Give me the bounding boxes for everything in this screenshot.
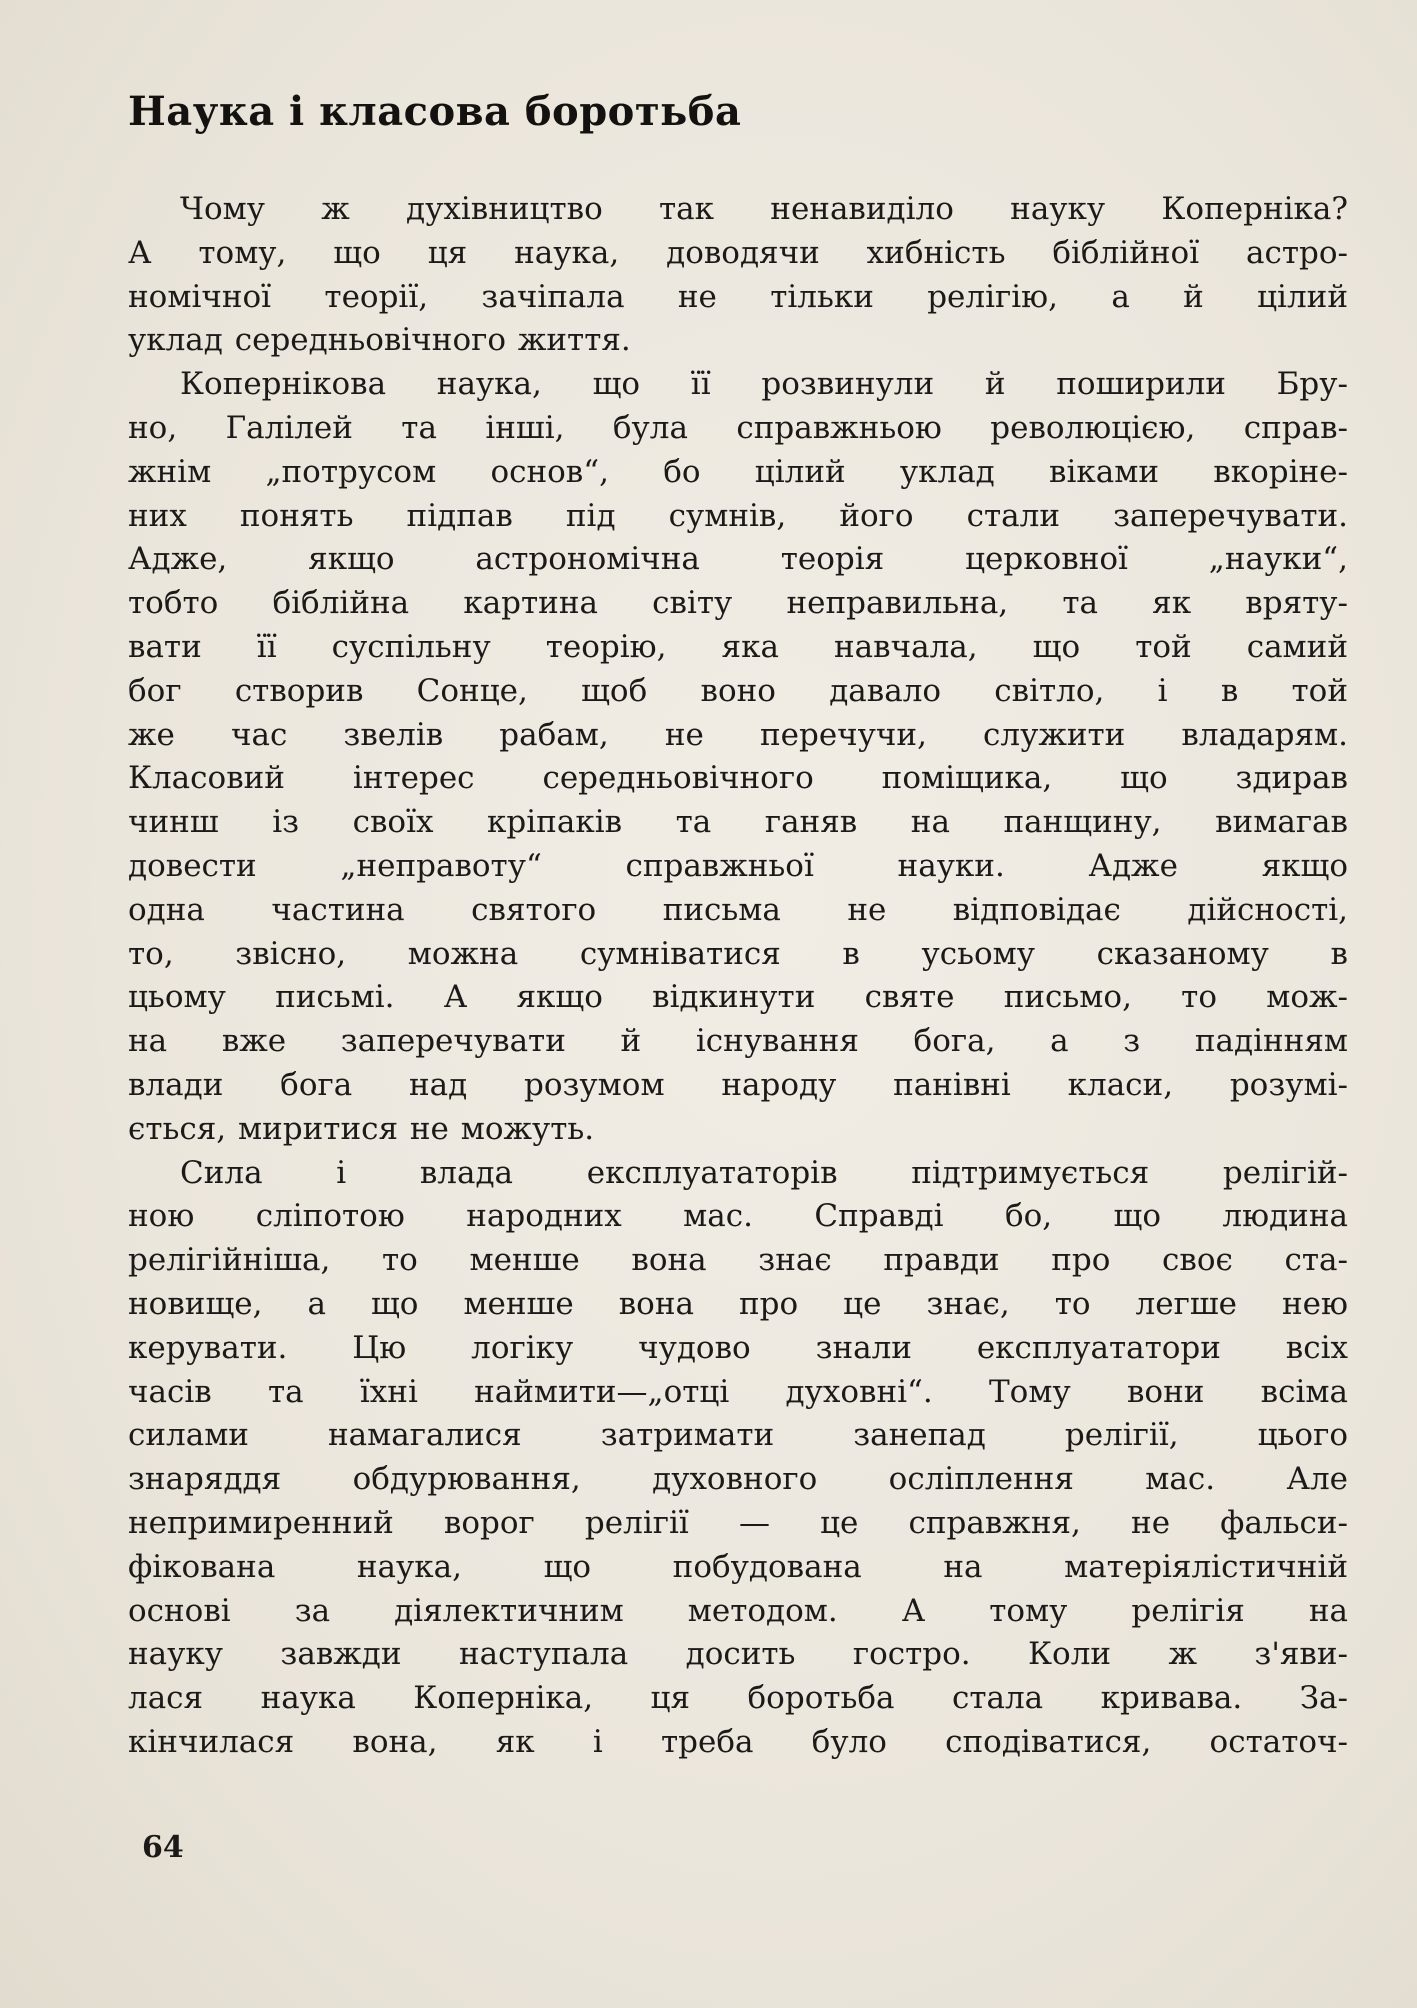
text-line-28: часів та їхні наймити—„отці духовні“. Тому вони всіма (128, 1373, 1348, 1410)
text-line-4: уклад середньовічного життя. (128, 322, 631, 359)
text-line-31: непримиренний ворог релігії — це справжня, не фальси- (128, 1504, 1348, 1541)
text-line-10: тобто біблійна картина світу неправильна, та як вряту- (128, 585, 1348, 622)
text-line-23: Сила і влада експлуататорів підтримується релігій- (180, 1154, 1348, 1191)
text-line-5: Копернікова наука, що її розвинули й поширили Бру- (180, 366, 1348, 403)
text-line-9: Адже, якщо астрономічна теорія церковної „науки“, (128, 541, 1348, 578)
page-number: 64 (142, 1830, 184, 1865)
section-heading: Наука і класова боротьба (128, 88, 742, 135)
text-line-2: А тому, що ця наука, доводячи хибність біблійної астро- (128, 234, 1348, 271)
text-line-25: релігійніша, то менше вона знає правди про своє ста- (128, 1242, 1348, 1279)
text-line-29: силами намагалися затримати занепад релігії, цього (128, 1417, 1348, 1454)
text-line-33: основі за діялектичним методом. А тому релігія на (128, 1592, 1348, 1629)
text-line-22: ється, миритися не можуть. (128, 1110, 595, 1147)
text-line-19: цьому письмі. А якщо відкинути святе письмо, то мож- (128, 979, 1348, 1016)
text-line-1: Чому ж духівництво так ненавиділо науку Коперніка? (180, 191, 1348, 227)
text-line-3: номічної теорії, зачіпала не тільки релігію, а й цілий (128, 278, 1348, 315)
text-line-20: на вже заперечувати й існування бога, а з падінням (128, 1023, 1348, 1060)
text-line-34: науку завжди наступала досить гостро. Коли ж з'яви- (128, 1636, 1348, 1673)
text-line-8: них понять підпав під сумнів, його стали заперечувати. (128, 497, 1348, 534)
body-text (128, 188, 1348, 1765)
text-line-16: довести „неправоту“ справжньої науки. Адже якщо (128, 847, 1348, 884)
text-line-30: знаряддя обдурювання, духовного осліплення мас. Але (128, 1461, 1348, 1498)
text-line-18: то, звісно, можна сумніватися в усьому сказаному в (128, 935, 1348, 972)
text-line-26: новище, а що менше вона про це знає, то легше нею (128, 1285, 1348, 1322)
text-line-35: лася наука Коперніка, ця боротьба стала кривава. За- (128, 1680, 1348, 1717)
text-line-14: Класовий інтерес середньовічного поміщика, що здирав (128, 760, 1348, 797)
text-line-13: же час звелів рабам, не перечучи, служити владарям. (128, 716, 1348, 753)
text-line-12: бог створив Сонце, щоб воно давало світло, і в той (128, 672, 1348, 709)
text-line-24: ною сліпотою народних мас. Справді бо, що людина (128, 1198, 1348, 1235)
text-line-32: фікована наука, що побудована на матеріялістичній (128, 1548, 1348, 1585)
text-line-15: чинш із своїх кріпаків та ганяв на панщину, вимагав (128, 804, 1348, 841)
text-line-6: но, Галілей та інші, була справжньою революцією, справ- (128, 409, 1348, 446)
text-line-17: одна частина святого письма не відповідає дійсності, (128, 891, 1348, 928)
text-line-36: кінчилася вона, як і треба було сподіватися, остаточ- (128, 1723, 1348, 1760)
text-line-27: керувати. Цю логіку чудово знали експлуататори всіх (128, 1329, 1348, 1366)
text-line-11: вати її суспільну теорію, яка навчала, що той самий (128, 628, 1348, 665)
text-line-21: влади бога над розумом народу панівні класи, розумі- (128, 1066, 1348, 1103)
text-line-7: жнім „потрусом основ“, бо цілий уклад віками вкоріне- (128, 453, 1348, 490)
